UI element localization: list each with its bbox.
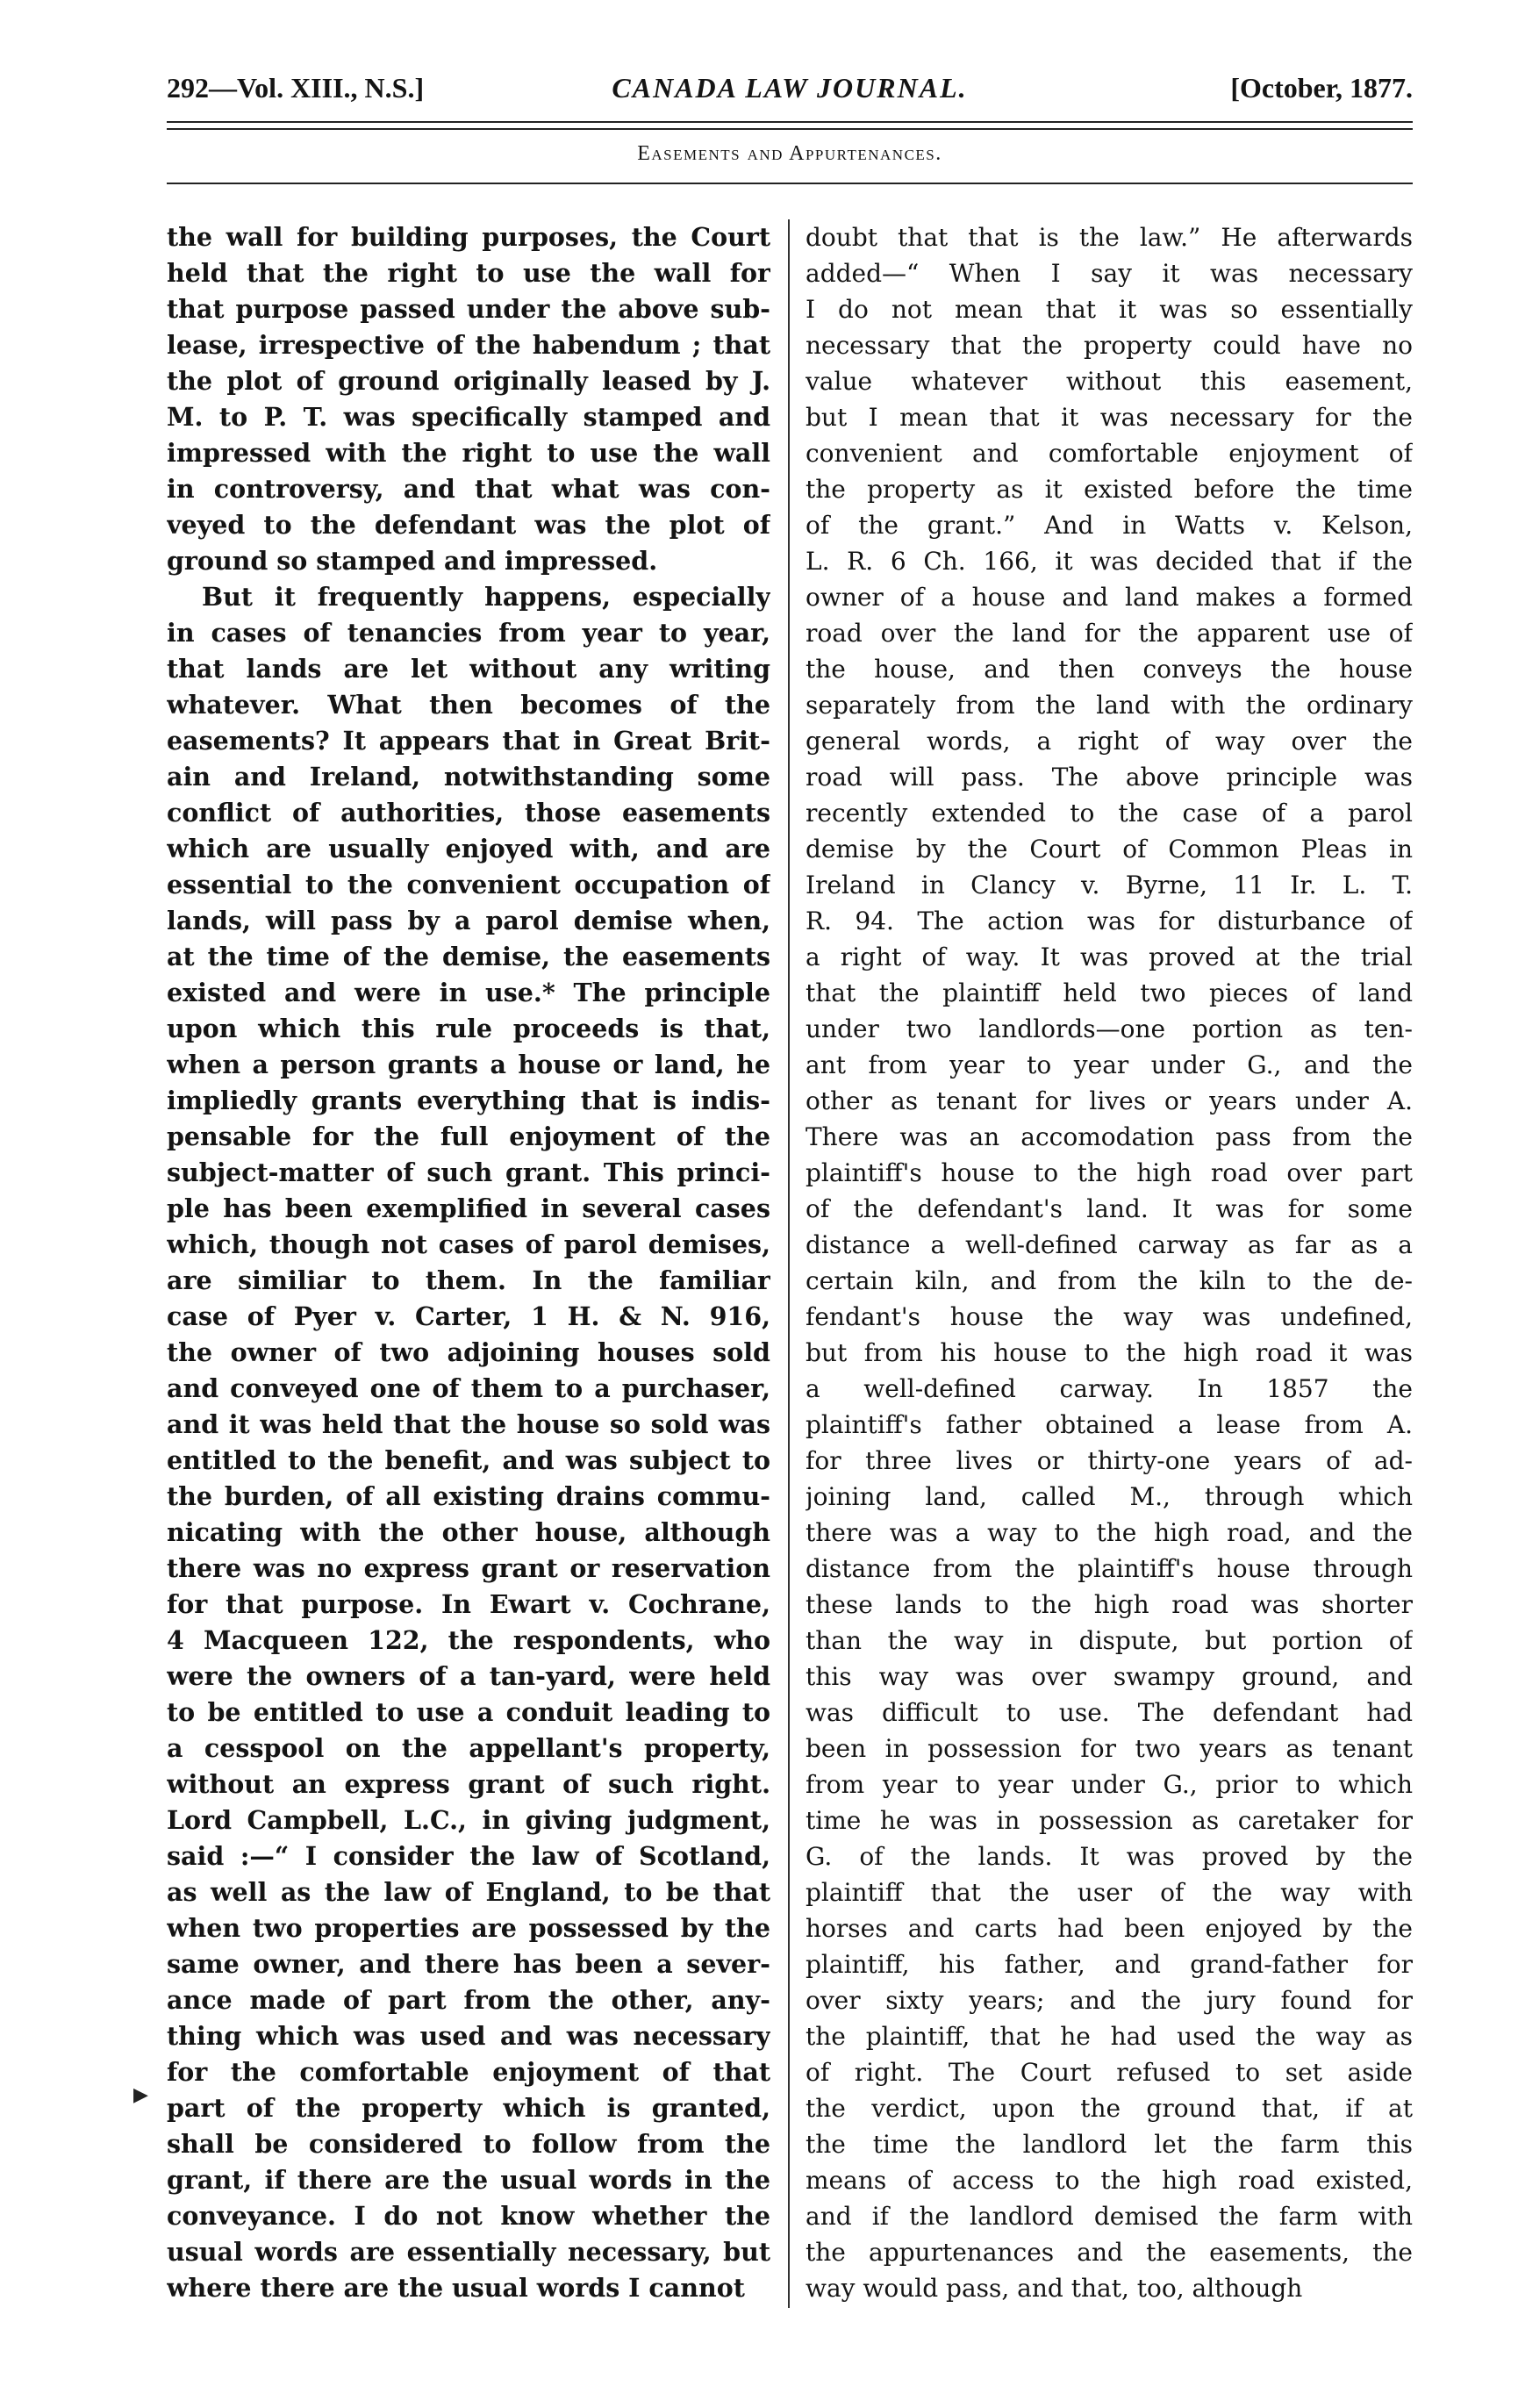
text-line: as well as the law of England, to be that (167, 1877, 770, 1907)
text-line: plaintiff's father obtained a lease from A. (806, 1410, 1413, 1439)
text-line: Lord Campbell, L.C., in giving judgment, (167, 1805, 770, 1835)
text-line: road over the land for the apparent use of (806, 619, 1413, 648)
text-line: same owner, and there has been a sever- (167, 1949, 770, 1979)
text-line: been in possession for two years as tenant (806, 1734, 1413, 1763)
text-line: there was no express grant or reservation (167, 1553, 770, 1583)
text-line: the burden, of all existing drains commu- (167, 1481, 770, 1511)
text-line: G. of the lands. It was proved by the (806, 1842, 1413, 1871)
text-line: conveyance. I do not know whether the (167, 2201, 770, 2231)
text-line: the plot of ground originally leased by J. (167, 366, 770, 396)
text-line: there was a way to the high road, and the (806, 1518, 1413, 1547)
text-line: of the defendant's land. It was for some (806, 1194, 1413, 1223)
text-line: a right of way. It was proved at the trial (806, 942, 1413, 971)
text-line: for three lives or thirty-one years of ad- (806, 1446, 1413, 1475)
text-line: the wall for building purposes, the Court (167, 222, 770, 252)
text-line: existed and were in use.* The principle (167, 978, 770, 1007)
text-line: But it frequently happens, especially (202, 582, 770, 612)
text-line: thing which was used and was necessary (167, 2021, 770, 2051)
text-line: but from his house to the high road it was (806, 1338, 1413, 1367)
text-line: ant from year to year under G., and the (806, 1050, 1413, 1079)
text-line: convenient and comfortable enjoyment of (806, 439, 1413, 468)
text-line: was difficult to use. The defendant had (806, 1698, 1413, 1727)
text-line: usual words are essentially necessary, but (167, 2237, 770, 2267)
text-line: that purpose passed under the above sub- (167, 294, 770, 324)
text-line: that lands are let without any writing (167, 654, 770, 684)
text-line: for that purpose. In Ewart v. Cochrane, (167, 1589, 770, 1619)
text-line: said :—“ I consider the law of Scotland, (167, 1841, 770, 1871)
text-line: way would pass, and that, too, although (806, 2274, 1303, 2303)
text-line: a cesspool on the appellant's property, (167, 1733, 770, 1763)
text-line: fendant's house the way was undefined, (806, 1302, 1413, 1331)
text-line: held that the right to use the wall for (167, 258, 770, 288)
text-line: means of access to the high road existed, (806, 2166, 1413, 2195)
text-line: nicating with the other house, although (167, 1517, 770, 1547)
text-line: in controversy, and that what was con- (167, 474, 770, 504)
text-line: case of Pyer v. Carter, 1 H. & N. 916, (167, 1301, 770, 1331)
text-line: where there are the usual words I cannot (167, 2273, 745, 2303)
text-line: R. 94. The action was for disturbance of (806, 907, 1413, 935)
text-line: ance made of part from the other, any- (167, 1985, 770, 2015)
text-line: pensable for the full enjoyment of the (167, 1122, 770, 1151)
text-line: necessary that the property could have no (806, 331, 1413, 360)
text-line: than the way in dispute, but portion of (806, 1626, 1413, 1655)
text-line: 4 Macqueen 122, the respondents, who (167, 1625, 770, 1655)
text-line: subject-matter of such grant. This princi- (167, 1157, 770, 1187)
text-line: when two properties are possessed by the (167, 1913, 770, 1943)
text-line: ain and Ireland, notwithstanding some (167, 762, 770, 792)
text-line: plaintiff, his father, and grand-father for (806, 1950, 1413, 1979)
text-line: I do not mean that it was so essentially (806, 295, 1413, 324)
text-line: added—“ When I say it was necessary (806, 259, 1413, 288)
text-line: M. to P. T. was specifically stamped and (167, 402, 770, 432)
text-line: owner of a house and land makes a formed (806, 583, 1413, 612)
text-line: the property as it existed before the time (806, 475, 1413, 504)
text-line: plaintiff's house to the high road over part (806, 1158, 1413, 1187)
text-line: and if the landlord demised the farm with (806, 2202, 1413, 2231)
text-line: general words, a right of way over the (806, 727, 1413, 756)
text-line: shall be considered to follow from the (167, 2129, 770, 2159)
text-line: joining land, called M., through which (806, 1482, 1413, 1511)
header-rule-bottom (167, 128, 1413, 130)
text-line: over sixty years; and the jury found for (806, 1986, 1413, 2015)
text-line: ple has been exemplified in several cases (167, 1193, 770, 1223)
header-rule-top (167, 121, 1413, 123)
text-line: essential to the convenient occupation of (167, 870, 770, 899)
text-line: recently extended to the case of a parol (806, 799, 1413, 828)
text-line: easements? It appears that in Great Brit- (167, 726, 770, 756)
text-line: ground so stamped and impressed. (167, 546, 658, 576)
text-line: without an express grant of such right. (167, 1769, 770, 1799)
text-line: this way was over swampy ground, and (806, 1662, 1413, 1691)
text-line: and it was held that the house so sold was (167, 1409, 770, 1439)
column-divider (788, 219, 790, 2308)
text-line: veyed to the defendant was the plot of (167, 510, 770, 540)
text-line: upon which this rule proceeds is that, (167, 1014, 770, 1043)
text-line: horses and carts had been enjoyed by the (806, 1914, 1413, 1943)
text-line: and conveyed one of them to a purchaser, (167, 1373, 770, 1403)
text-line: the plaintiff, that he had used the way as (806, 2022, 1413, 2051)
text-line: the appurtenances and the easements, the (806, 2238, 1413, 2267)
text-line: that the plaintiff held two pieces of land (806, 978, 1413, 1007)
volume-label: 292—Vol. XIII., N.S.] (167, 72, 425, 104)
section-rule (167, 183, 1413, 184)
text-line: impliedly grants everything that is indis- (167, 1086, 770, 1115)
journal-title: CANADA LAW JOURNAL. (612, 72, 968, 104)
text-line: a well-defined carway. In 1857 the (806, 1374, 1413, 1403)
text-line: other as tenant for lives or years under A. (806, 1086, 1413, 1115)
right-column (806, 219, 1413, 2306)
text-line: whatever. What then becomes of the (167, 690, 770, 720)
text-line: the time the landlord let the farm this (806, 2130, 1413, 2159)
text-line: in cases of tenancies from year to year, (167, 618, 770, 648)
text-line: impressed with the right to use the wall (167, 438, 770, 468)
text-line: conflict of authorities, those easements (167, 798, 770, 828)
text-line: lands, will pass by a parol demise when, (167, 906, 770, 935)
text-line: part of the property which is granted, (167, 2093, 770, 2123)
text-line: these lands to the high road was shorter (806, 1590, 1413, 1619)
text-line: of the grant.” And in Watts v. Kelson, (806, 511, 1413, 540)
text-line: plaintiff that the user of the way with (806, 1878, 1413, 1907)
text-line: the house, and then conveys the house (806, 655, 1413, 684)
text-line: the owner of two adjoining houses sold (167, 1337, 770, 1367)
text-line: to be entitled to use a conduit leading to (167, 1697, 770, 1727)
text-line: time he was in possession as caretaker for (806, 1806, 1413, 1835)
text-line: grant, if there are the usual words in the (167, 2165, 770, 2195)
issue-date: [October, 1877. (1230, 72, 1413, 104)
running-head (167, 72, 1413, 116)
text-line: lease, irrespective of the habendum ; that (167, 330, 770, 360)
text-line: under two landlords—one portion as ten- (806, 1014, 1413, 1043)
text-line: distance from the plaintiff's house through (806, 1554, 1413, 1583)
text-line: value whatever without this easement, (806, 367, 1413, 396)
text-line: entitled to the benefit, and was subject to (167, 1445, 770, 1475)
text-line: which, though not cases of parol demises, (167, 1229, 770, 1259)
margin-marker: ▶ (133, 2084, 148, 2106)
text-line: distance a well-defined carway as far as a (806, 1230, 1413, 1259)
text-line: which are usually enjoyed with, and are (167, 834, 770, 864)
text-line: for the comfortable enjoyment of that (167, 2057, 770, 2087)
text-line: road will pass. The above principle was (806, 763, 1413, 792)
left-column (167, 219, 770, 2306)
text-line: are similiar to them. In the familiar (167, 1265, 770, 1295)
text-line: L. R. 6 Ch. 166, it was decided that if the (806, 547, 1413, 576)
text-line: were the owners of a tan-yard, were held (167, 1661, 770, 1691)
text-line: from year to year under G., prior to which (806, 1770, 1413, 1799)
text-line: certain kiln, and from the kiln to the de- (806, 1266, 1413, 1295)
text-line: when a person grants a house or land, he (167, 1050, 770, 1079)
text-line: of right. The Court refused to set aside (806, 2058, 1413, 2087)
text-line: the verdict, upon the ground that, if at (806, 2094, 1413, 2123)
text-line: Ireland in Clancy v. Byrne, 11 Ir. L. T. (806, 871, 1413, 899)
text-line: There was an accomodation pass from the (806, 1122, 1413, 1151)
text-line: but I mean that it was necessary for the (806, 403, 1413, 432)
text-line: demise by the Court of Common Pleas in (806, 835, 1413, 864)
text-line: doubt that that is the law.” He afterwards (806, 223, 1413, 252)
section-title: Easements and Appurtenances. (637, 142, 942, 165)
text-line: at the time of the demise, the easements (167, 942, 770, 971)
text-line: separately from the land with the ordinary (806, 691, 1413, 720)
